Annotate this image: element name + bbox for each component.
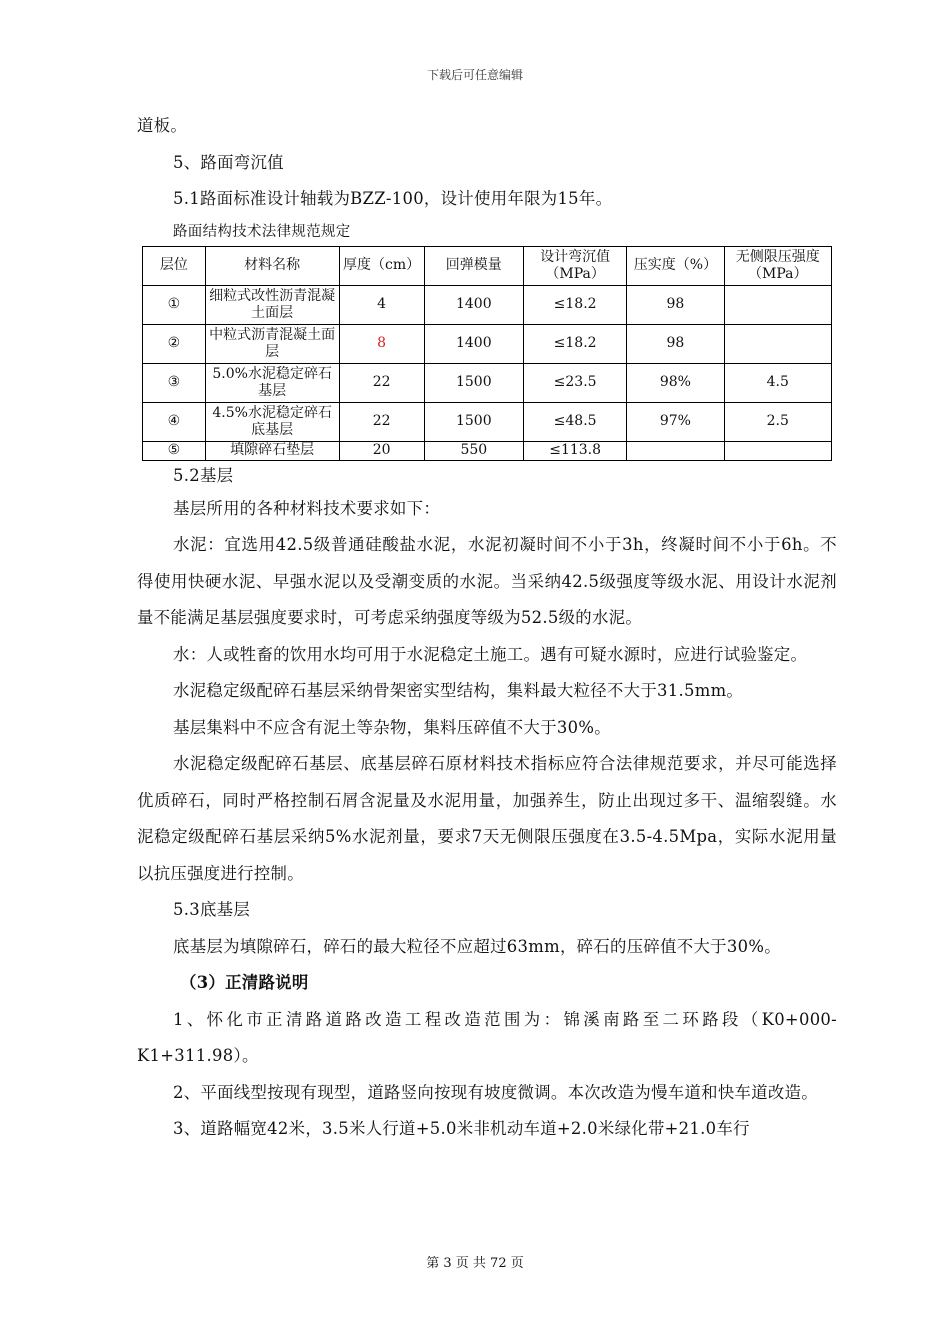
cell-material: 4.5%水泥稳定碎石底基层	[205, 402, 339, 441]
paragraph: 水泥：宜选用42.5级普通硅酸盐水泥，水泥初凝时间不小于3h，终凝时间不小于6h。不得使用快硬水泥、早强水泥以及受潮变质的水泥。当采纳42.5级强度等级水泥、用设计水泥剂量不能满足基层强度要求时，可考虑采纳强度等级为52.5级的水泥。	[137, 535, 837, 627]
cell-layer: ④	[143, 402, 206, 441]
table-row	[143, 363, 832, 402]
cell-material: 填隙碎石垫层	[205, 441, 339, 460]
heading-5: 5、路面弯沉值	[173, 152, 284, 172]
cell-deflection: ≤18.2	[523, 285, 626, 324]
cell-deflection: ≤113.8	[523, 441, 626, 460]
th-layer: 层位	[143, 246, 206, 285]
table-row	[143, 285, 832, 324]
paragraph: 底基层为填隙碎石，碎石的最大粒径不应超过63mm，碎石的压碎值不大于30%。	[173, 936, 781, 956]
paragraph: 基层集料中不应含有泥土等杂物，集料压碎值不大于30%。	[173, 717, 611, 737]
cell-modulus: 1500	[424, 363, 523, 402]
table-row	[143, 441, 832, 460]
cell-thickness: 22	[339, 402, 424, 441]
paragraph: 3、道路幅宽42米，3.5米人行道+5.0米非机动车道+2.0米绿化带+21.0车行	[173, 1119, 750, 1138]
cell-modulus: 1400	[424, 285, 523, 324]
cell-thickness: 4	[339, 285, 424, 324]
cell-modulus: 1500	[424, 402, 523, 441]
document-body	[137, 108, 837, 1148]
th-strength: 无侧限压强度（MPa）	[724, 246, 831, 285]
pavement-structure-table	[142, 246, 832, 461]
cell-layer: ①	[143, 285, 206, 324]
paragraph: 1、怀化市正清路道路改造工程改造范围为：锦溪南路至二环路段（K0+000-K1+311.98）。	[137, 1009, 837, 1065]
cell-thickness: 22	[339, 363, 424, 402]
cell-layer: ③	[143, 363, 206, 402]
heading-5-2: 5.2基层	[173, 465, 234, 485]
th-material: 材料名称	[205, 246, 339, 285]
section-heading: （3）正清路说明	[180, 973, 309, 992]
th-compaction: 压实度（%）	[627, 246, 724, 285]
cell-strength: 4.5	[724, 363, 831, 402]
cell-thickness: 20	[339, 441, 424, 460]
cell-strength	[724, 285, 831, 324]
page-footer: 第 3 页 共 72 页	[426, 1256, 524, 1271]
cell-compaction: 98	[627, 324, 724, 363]
paragraph: 水泥稳定级配碎石基层采纳骨架密实型结构，集料最大粒径不大于31.5mm。	[173, 681, 744, 700]
table-header-row	[143, 246, 832, 285]
cell-thickness: 8	[339, 324, 424, 363]
cell-deflection: ≤18.2	[523, 324, 626, 363]
cell-layer: ②	[143, 324, 206, 363]
cell-compaction	[627, 441, 724, 460]
cell-strength	[724, 324, 831, 363]
table-row	[143, 324, 832, 363]
cell-strength	[724, 441, 831, 460]
paragraph: 基层所用的各种材料技术要求如下：	[173, 498, 441, 518]
paragraph: 道板。	[137, 116, 188, 135]
cell-material: 中粒式沥青混凝土面层	[205, 324, 339, 363]
cell-deflection: ≤23.5	[523, 363, 626, 402]
paragraph: 水泥稳定级配碎石基层、底基层碎石原材料技术指标应符合法律规范要求，并尽可能选择优质碎石，同时严格控制石屑含泥量及水泥用量，加强养生，防止出现过多干、温缩裂缝。水泥稳定级配碎石基层采纳5%水泥剂量，要求7天无侧限压强度在3.5-4.5Mpa，实际水泥用量以抗压强度进行控制。	[137, 754, 837, 883]
heading-5-3: 5.3底基层	[173, 900, 251, 919]
table-row	[143, 402, 832, 441]
cell-modulus: 550	[424, 441, 523, 460]
paragraph: 2、平面线型按现有现型，道路竖向按现有坡度微调。本次改造为慢车道和快车道改造。	[173, 1082, 818, 1102]
th-deflection: 设计弯沉值（MPa）	[523, 246, 626, 285]
page-header: 下载后可任意编辑	[426, 68, 523, 82]
cell-compaction: 97%	[627, 402, 724, 441]
cell-material: 5.0%水泥稳定碎石基层	[205, 363, 339, 402]
cell-compaction: 98	[627, 285, 724, 324]
th-modulus: 回弹模量	[424, 246, 523, 285]
cell-material: 细粒式改性沥青混凝土面层	[205, 285, 339, 324]
cell-strength: 2.5	[724, 402, 831, 441]
heading-5-1: 5.1路面标准设计轴载为BZZ-100，设计使用年限为15年。	[173, 189, 613, 208]
table-caption: 路面结构技术法律规范规定	[173, 223, 351, 240]
paragraph: 水：人或牲畜的饮用水均可用于水泥稳定土施工。遇有可疑水源时，应进行试验鉴定。	[173, 644, 808, 664]
cell-compaction: 98%	[627, 363, 724, 402]
cell-modulus: 1400	[424, 324, 523, 363]
cell-deflection: ≤48.5	[523, 402, 626, 441]
th-thickness: 厚度（cm）	[339, 246, 424, 285]
cell-layer: ⑤	[143, 441, 206, 460]
